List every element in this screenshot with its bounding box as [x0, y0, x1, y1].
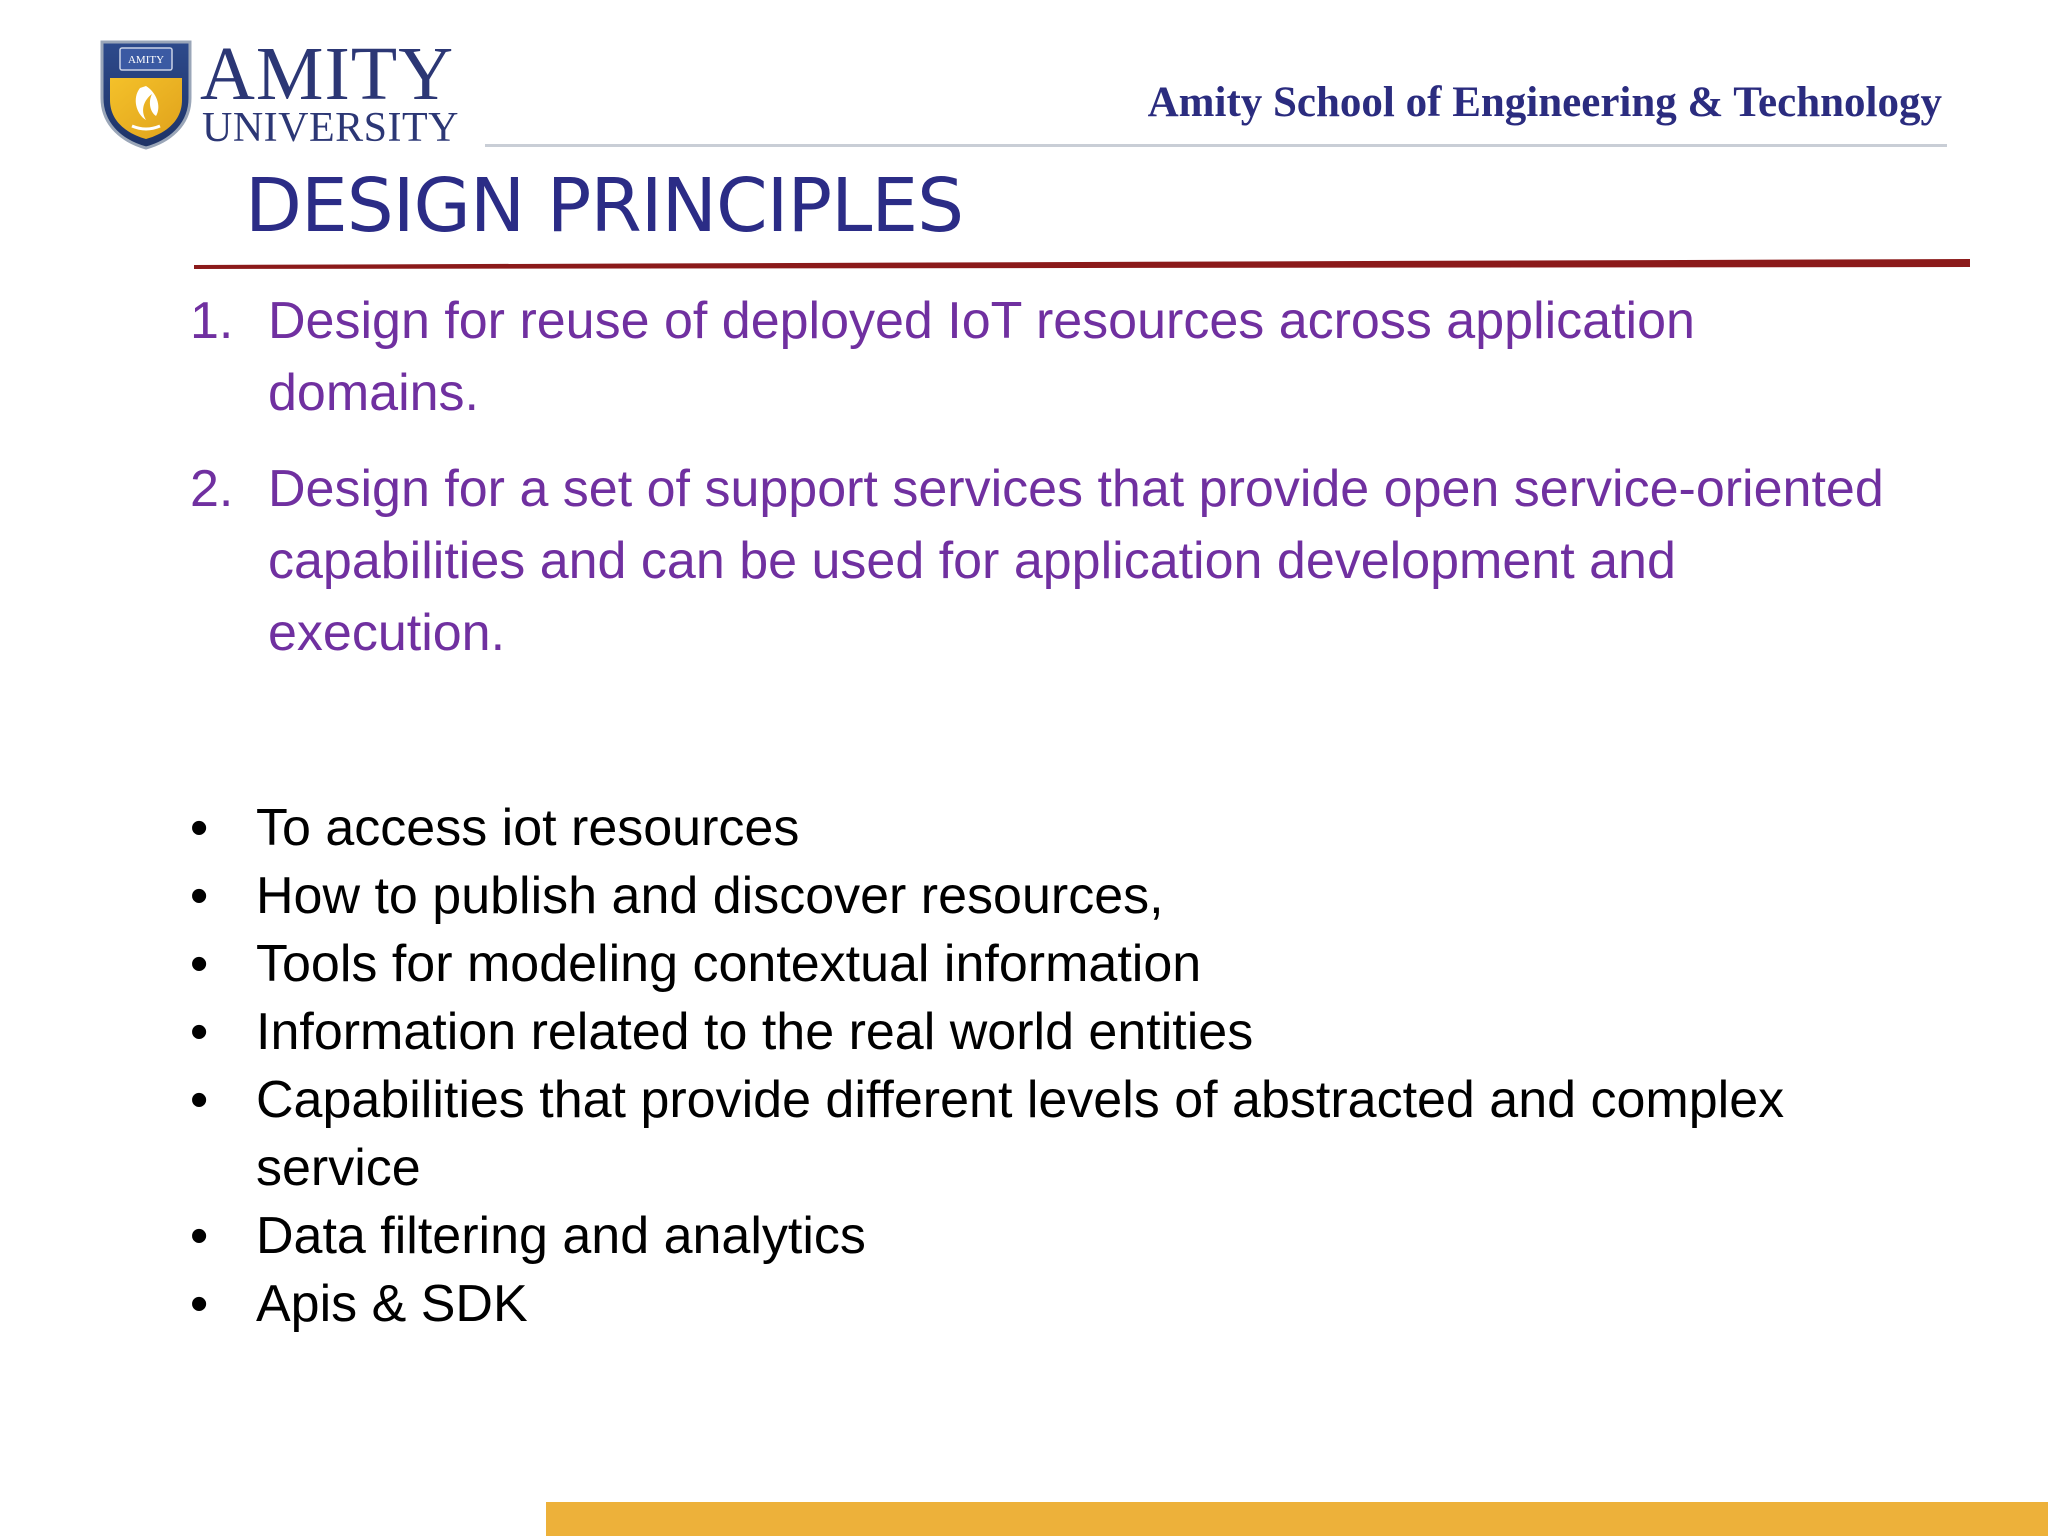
principles-list [190, 285, 1890, 693]
principle-number: 1. [190, 292, 234, 350]
principle-text: Design for a set of support services that provide open service-oriented capabilities and can be used for application development and execution. [268, 460, 1884, 662]
bullet-marker: • [190, 867, 209, 925]
school-name: Amity School of Engineering & Technology [1147, 79, 1942, 126]
bullet-text: How to publish and discover resources, [256, 867, 1164, 925]
bullet-text: Data filtering and analytics [256, 1207, 866, 1265]
bullet-text: Capabilities that provide different levels of abstracted and complex service [256, 1071, 1785, 1197]
bullet-marker: • [190, 1207, 209, 1265]
amity-university-logo [96, 32, 459, 152]
bullet-text: To access iot resources [256, 799, 800, 857]
bullet-text: Information related to the real world entities [256, 1003, 1254, 1061]
bullet-marker: • [190, 1275, 209, 1333]
bullet-item [190, 794, 1790, 862]
title-underline [194, 259, 1970, 269]
logo-brand-text: AMITY [200, 32, 455, 116]
principle-item [190, 453, 1890, 669]
bullet-item [190, 1202, 1790, 1270]
bullet-item [190, 1066, 1790, 1202]
footer-accent-band [546, 1502, 2048, 1536]
bullet-text: Tools for modeling contextual information [256, 935, 1202, 993]
bullet-item [190, 998, 1790, 1066]
crest-icon [96, 36, 196, 150]
bullet-item [190, 930, 1790, 998]
bullet-list [190, 794, 1790, 1338]
bullet-marker: • [190, 799, 209, 857]
bullet-text: Apis & SDK [256, 1275, 528, 1333]
bullet-item [190, 862, 1790, 930]
crest-text: AMITY [127, 54, 165, 66]
bullet-marker: • [190, 1003, 209, 1061]
bullet-marker: • [190, 1071, 209, 1129]
principle-number: 2. [190, 460, 234, 518]
slide-title: DESIGN PRINCIPLES [245, 163, 964, 249]
principle-item [190, 285, 1890, 429]
principle-text: Design for reuse of deployed IoT resources across application domains. [268, 292, 1695, 422]
bullet-item [190, 1270, 1790, 1338]
bullet-marker: • [190, 935, 209, 993]
header-divider [485, 144, 1947, 147]
logo-subtitle-text: UNIVERSITY [202, 105, 459, 151]
